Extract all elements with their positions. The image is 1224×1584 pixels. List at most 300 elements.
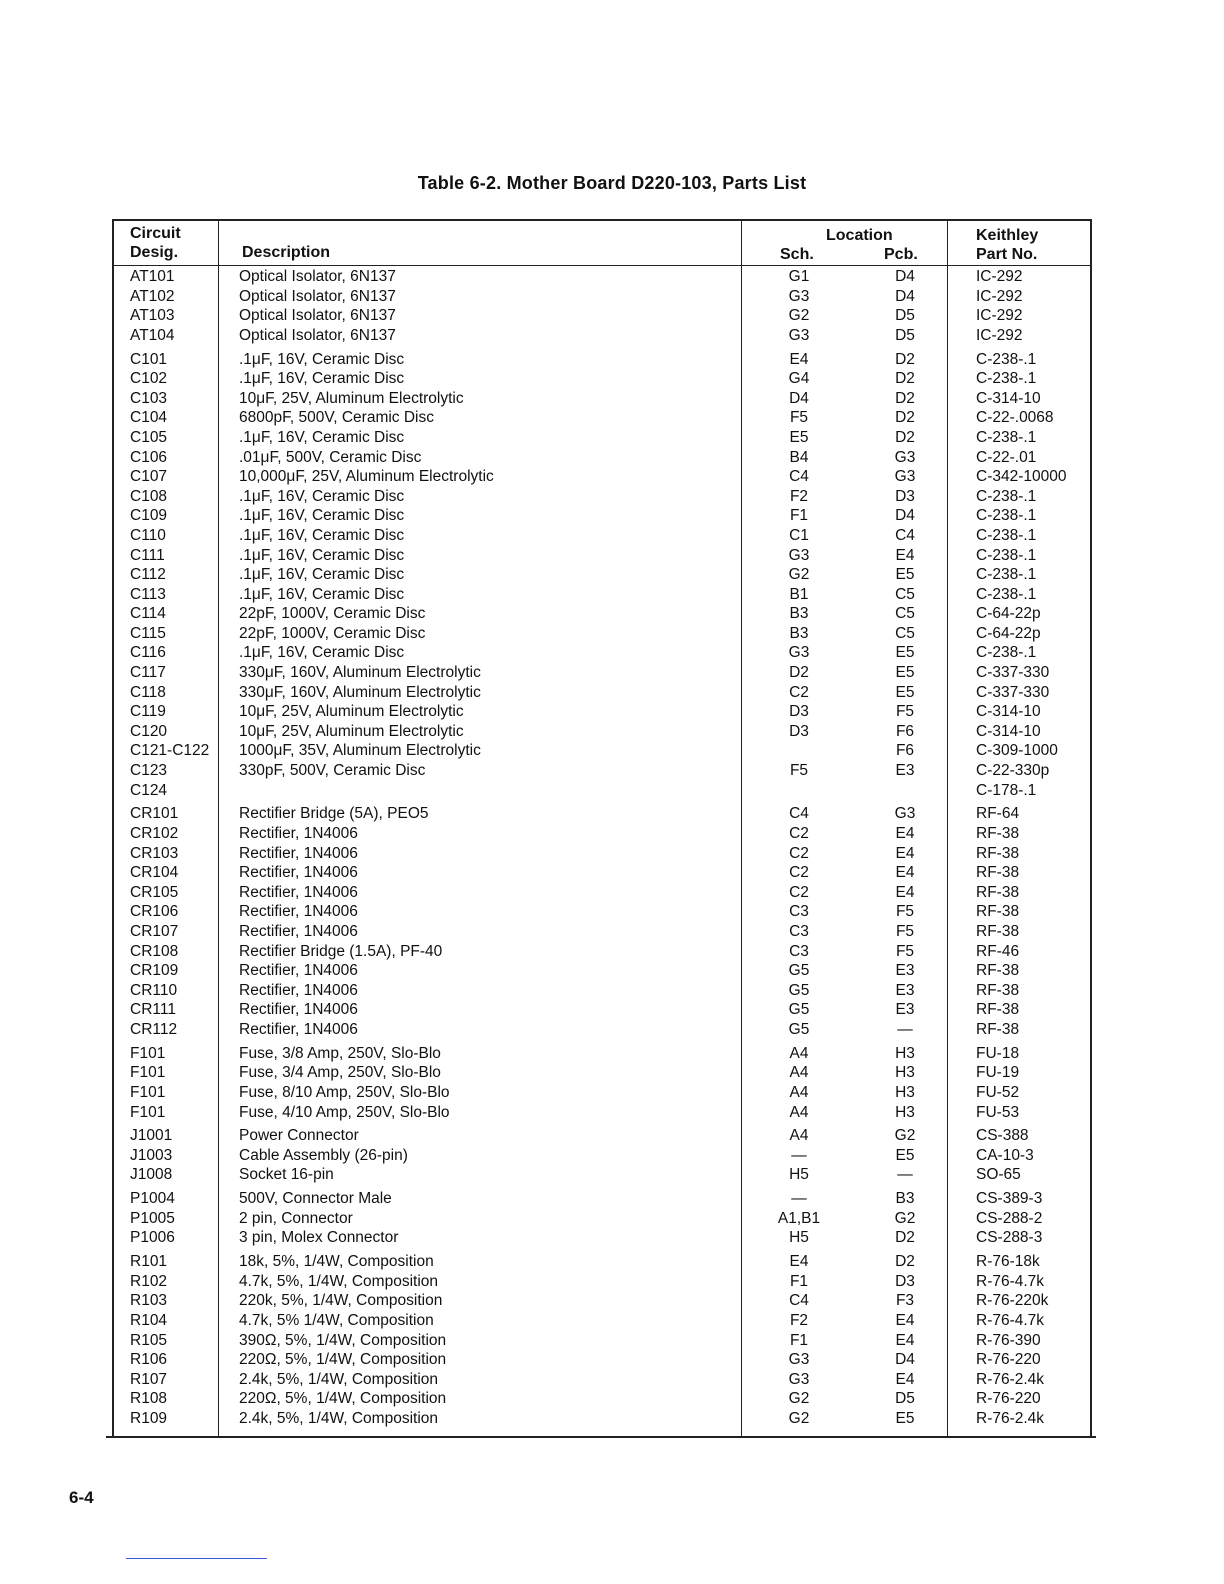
cell-sch-location: H5: [789, 1229, 809, 1247]
cell-sch-location: C4: [789, 468, 809, 486]
cell-sch-location: C2: [789, 825, 809, 842]
cell-sch-location: F1: [789, 507, 809, 525]
table-row: [114, 1409, 1090, 1429]
cell-sch-location: C2: [789, 683, 809, 701]
cell-designator: R103: [130, 1292, 168, 1310]
cell-part-number: R-76-4.7k: [976, 1272, 1045, 1290]
cell-pcb-location: D2: [895, 1229, 915, 1247]
cell-designator: J1001: [130, 1127, 173, 1145]
cell-designator: AT103: [130, 307, 175, 325]
cell-part-number: C-22-330p: [976, 762, 1050, 780]
cell-pcb-location: E4: [895, 1331, 915, 1349]
cell-pcb-location: G3: [894, 805, 916, 823]
cell-sch-location: G3: [788, 644, 810, 662]
cell-part-number: IC-292: [976, 326, 1023, 344]
cell-description: Cable Assembly (26-pin): [239, 1146, 408, 1164]
cell-sch-location: G5: [788, 1001, 810, 1019]
cell-part-number: CS-388: [976, 1127, 1029, 1145]
cell-pcb-location: —: [897, 1020, 913, 1038]
cell-description: 22pF, 1000V, Ceramic Disc: [239, 624, 426, 642]
cell-description: 10,000μF, 25V, Aluminum Electrolytic: [239, 468, 494, 486]
table-row: [114, 942, 1090, 962]
cell-part-number: RF-38: [976, 844, 1020, 862]
cell-part-number: C-314-10: [976, 722, 1041, 740]
cell-pcb-location: F5: [895, 703, 915, 721]
table-row: [114, 863, 1090, 883]
table-row: [114, 306, 1090, 326]
table-row: [114, 1083, 1090, 1103]
cell-sch-location: B3: [789, 605, 809, 623]
table-row: [114, 1291, 1090, 1311]
cell-designator: F101: [130, 1064, 166, 1082]
cell-pcb-location: E4: [895, 825, 915, 842]
cell-pcb-location: E5: [895, 683, 915, 701]
header-keithley: Keithley: [976, 227, 1039, 244]
cell-description: Rectifier, 1N4006: [239, 844, 358, 862]
cell-designator: AT104: [130, 326, 175, 344]
cell-pcb-location: C5: [895, 624, 915, 642]
cell-designator: C103: [130, 389, 168, 407]
table-row: [114, 585, 1090, 605]
cell-part-number: IC-292: [976, 268, 1023, 285]
cell-description: Optical Isolator, 6N137: [239, 287, 396, 305]
row-group: [114, 267, 1090, 345]
table-row: [114, 883, 1090, 903]
cell-pcb-location: F5: [895, 942, 915, 960]
cell-sch-location: G2: [788, 1409, 810, 1427]
cell-description: Optical Isolator, 6N137: [239, 268, 396, 285]
cell-designator: C114: [130, 605, 166, 623]
cell-part-number: IC-292: [976, 307, 1023, 325]
cell-part-number: CS-288-3: [976, 1229, 1043, 1247]
cell-sch-location: C2: [789, 844, 809, 862]
table-row: [114, 1272, 1090, 1292]
cell-designator: C120: [130, 722, 168, 740]
cell-part-number: RF-64: [976, 805, 1020, 823]
row-group: [114, 350, 1090, 801]
cell-description: 6800pF, 500V, Ceramic Disc: [239, 409, 434, 427]
cell-sch-location: F2: [789, 1312, 809, 1329]
cell-sch-location: D3: [789, 703, 809, 721]
table-row: [114, 604, 1090, 624]
table-row: [114, 467, 1090, 487]
cell-designator: C110: [130, 526, 166, 544]
cell-sch-location: A4: [789, 1083, 809, 1101]
cell-sch-location: A4: [789, 1064, 809, 1082]
table-row: [114, 1228, 1090, 1248]
cell-part-number: C-64-22p: [976, 624, 1041, 642]
cell-part-number: C-337-330: [976, 683, 1050, 701]
cell-pcb-location: F3: [895, 1292, 915, 1310]
cell-part-number: IC-292: [976, 287, 1023, 305]
cell-sch-location: C3: [789, 942, 809, 960]
table-title: Table 6-2. Mother Board D220-103, Parts List: [417, 173, 807, 193]
cell-designator: R102: [130, 1272, 168, 1290]
cell-part-number: R-76-2.4k: [976, 1370, 1045, 1388]
cell-description: 4.7k, 5%, 1/4W, Composition: [239, 1272, 439, 1290]
cell-designator: R109: [130, 1409, 168, 1427]
cell-designator: C111: [130, 546, 165, 564]
cell-designator: CR112: [130, 1020, 178, 1038]
table-row: [114, 369, 1090, 389]
table-row: [114, 683, 1090, 703]
table-row: [114, 741, 1090, 761]
cell-description: Power Connector: [239, 1127, 359, 1145]
footer-rule: [126, 1558, 267, 1559]
cell-part-number: RF-46: [976, 942, 1020, 960]
cell-pcb-location: D3: [895, 1272, 915, 1290]
cell-part-number: C-238-.1: [976, 585, 1037, 603]
cell-pcb-location: F6: [895, 722, 915, 740]
parts-table: [112, 219, 1092, 1437]
cell-description: .1μF, 16V, Ceramic Disc: [239, 507, 405, 525]
cell-part-number: RF-38: [976, 903, 1020, 921]
cell-part-number: R-76-220: [976, 1351, 1041, 1369]
table-row: [114, 1370, 1090, 1390]
cell-designator: CR105: [130, 883, 179, 901]
header-pcb: Pcb.: [884, 246, 918, 263]
header-description: Description: [242, 244, 331, 261]
cell-description: 220Ω, 5%, 1/4W, Composition: [239, 1351, 447, 1369]
cell-designator: C116: [130, 644, 166, 662]
cell-pcb-location: E5: [895, 1409, 915, 1427]
cell-sch-location: C1: [789, 526, 809, 544]
cell-pcb-location: D2: [895, 350, 915, 368]
cell-designator: CR107: [130, 922, 179, 940]
cell-part-number: C-238-.1: [976, 526, 1037, 544]
cell-designator: CR101: [130, 805, 179, 823]
cell-sch-location: F5: [789, 762, 809, 780]
header-divider: [114, 265, 1090, 266]
cell-designator: P1004: [130, 1190, 175, 1208]
cell-sch-location: G5: [788, 1020, 810, 1038]
table-row: [114, 1350, 1090, 1370]
table-row: [114, 287, 1090, 307]
cell-sch-location: F1: [789, 1331, 809, 1349]
row-group: [114, 1126, 1090, 1185]
cell-pcb-location: E4: [895, 1312, 915, 1329]
cell-pcb-location: G2: [894, 1127, 916, 1145]
table-row: [114, 1020, 1090, 1040]
table-row: [114, 546, 1090, 566]
cell-description: 2.4k, 5%, 1/4W, Composition: [239, 1409, 439, 1427]
cell-description: 500V, Connector Male: [239, 1190, 392, 1208]
cell-part-number: RF-38: [976, 1020, 1020, 1038]
table-row: [114, 922, 1090, 942]
table-row: [114, 824, 1090, 844]
cell-pcb-location: E5: [895, 566, 915, 584]
cell-designator: C123: [130, 762, 168, 780]
cell-part-number: CS-288-2: [976, 1209, 1043, 1227]
cell-sch-location: H5: [789, 1166, 809, 1184]
table-row: [114, 981, 1090, 1001]
cell-part-number: RF-38: [976, 883, 1020, 901]
cell-sch-location: G3: [788, 546, 810, 564]
cell-pcb-location: D5: [895, 1390, 915, 1408]
cell-part-number: R-76-4.7k: [976, 1312, 1045, 1329]
cell-description: 18k, 5%, 1/4W, Composition: [239, 1253, 434, 1271]
cell-part-number: RF-38: [976, 825, 1020, 842]
cell-pcb-location: —: [897, 1166, 913, 1184]
cell-sch-location: C4: [789, 1292, 809, 1310]
cell-part-number: R-76-220k: [976, 1292, 1049, 1310]
cell-part-number: FU-19: [976, 1064, 1020, 1082]
cell-description: 1000μF, 35V, Aluminum Electrolytic: [239, 742, 481, 760]
cell-part-number: RF-38: [976, 981, 1020, 999]
cell-description: 10μF, 25V, Aluminum Electrolytic: [239, 703, 464, 721]
table-row: [114, 487, 1090, 507]
cell-part-number: C-64-22p: [976, 605, 1041, 623]
cell-pcb-location: E5: [895, 644, 915, 662]
cell-pcb-location: E5: [895, 664, 915, 682]
cell-pcb-location: D3: [895, 487, 915, 505]
cell-part-number: C-314-10: [976, 389, 1041, 407]
cell-designator: C107: [130, 468, 168, 486]
table-row: [114, 1126, 1090, 1146]
table-row: [114, 506, 1090, 526]
cell-designator: C115: [130, 624, 166, 642]
table-row: [114, 1389, 1090, 1409]
cell-sch-location: —: [791, 1190, 807, 1208]
cell-part-number: RF-38: [976, 864, 1020, 882]
cell-designator: J1003: [130, 1146, 173, 1164]
table-row: [114, 1252, 1090, 1272]
cell-pcb-location: E3: [895, 962, 915, 980]
cell-designator: R101: [130, 1253, 168, 1271]
cell-description: Rectifier Bridge (5A), PEO5: [239, 805, 429, 823]
cell-description: Rectifier Bridge (1.5A), PF-40: [239, 942, 443, 960]
cell-pcb-location: G3: [894, 468, 916, 486]
cell-sch-location: E4: [789, 1253, 809, 1271]
cell-description: 330pF, 500V, Ceramic Disc: [239, 762, 426, 780]
table-row: [114, 722, 1090, 742]
row-group: [114, 1252, 1090, 1428]
cell-description: 330μF, 160V, Aluminum Electrolytic: [239, 664, 481, 682]
cell-designator: C112: [130, 566, 166, 584]
cell-pcb-location: H3: [895, 1083, 915, 1101]
table-row: [114, 1000, 1090, 1020]
cell-designator: C101: [130, 350, 168, 368]
cell-part-number: C-337-330: [976, 664, 1050, 682]
cell-part-number: C-178-.1: [976, 781, 1037, 799]
cell-pcb-location: E4: [895, 844, 915, 862]
cell-sch-location: G5: [788, 962, 810, 980]
cell-description: Fuse, 3/8 Amp, 250V, Slo-Blo: [239, 1044, 441, 1062]
cell-description: 2 pin, Connector: [239, 1209, 353, 1227]
cell-designator: C124: [130, 781, 168, 799]
cell-pcb-location: G2: [894, 1209, 916, 1227]
cell-pcb-location: F5: [895, 922, 915, 940]
cell-description: Fuse, 8/10 Amp, 250V, Slo-Blo: [239, 1083, 450, 1101]
cell-description: Optical Isolator, 6N137: [239, 326, 396, 344]
table-row: [114, 350, 1090, 370]
cell-description: 330μF, 160V, Aluminum Electrolytic: [239, 683, 481, 701]
cell-description: Rectifier, 1N4006: [239, 1001, 358, 1019]
table-row: [114, 624, 1090, 644]
cell-sch-location: G5: [788, 981, 810, 999]
cell-pcb-location: C5: [895, 605, 915, 623]
cell-description: 10μF, 25V, Aluminum Electrolytic: [239, 389, 464, 407]
cell-designator: R106: [130, 1351, 168, 1369]
cell-sch-location: D2: [789, 664, 809, 682]
cell-sch-location: B1: [789, 585, 809, 603]
table-row: [114, 1331, 1090, 1351]
cell-description: 3 pin, Molex Connector: [239, 1229, 399, 1247]
table-row: [114, 1189, 1090, 1209]
cell-description: 4.7k, 5% 1/4W, Composition: [239, 1312, 434, 1329]
header-keithley-part-no: [976, 226, 1038, 264]
cell-designator: C106: [130, 448, 168, 466]
cell-designator: CR109: [130, 962, 179, 980]
cell-pcb-location: E4: [895, 546, 915, 564]
cell-pcb-location: F6: [895, 742, 915, 760]
cell-description: 220Ω, 5%, 1/4W, Composition: [239, 1390, 447, 1408]
cell-part-number: C-238-.1: [976, 546, 1037, 564]
cell-description: Fuse, 3/4 Amp, 250V, Slo-Blo: [239, 1064, 441, 1082]
table-row: [114, 267, 1090, 287]
table-row: [114, 428, 1090, 448]
cell-sch-location: F1: [789, 1272, 809, 1290]
cell-part-number: C-309-1000: [976, 742, 1058, 760]
header-circuit: Circuit: [130, 225, 181, 242]
cell-pcb-location: F5: [895, 903, 915, 921]
cell-description: Rectifier, 1N4006: [239, 903, 358, 921]
cell-pcb-location: E3: [895, 981, 915, 999]
cell-description: Optical Isolator, 6N137: [239, 307, 396, 325]
cell-description: .1μF, 16V, Ceramic Disc: [239, 428, 405, 446]
cell-pcb-location: E4: [895, 864, 915, 882]
cell-designator: CR102: [130, 825, 179, 842]
cell-sch-location: B4: [789, 448, 809, 466]
cell-designator: R107: [130, 1370, 168, 1388]
cell-part-number: R-76-2.4k: [976, 1409, 1045, 1427]
cell-description: 220k, 5%, 1/4W, Composition: [239, 1292, 443, 1310]
table-row: [114, 961, 1090, 981]
cell-description: Rectifier, 1N4006: [239, 981, 358, 999]
cell-description: 22pF, 1000V, Ceramic Disc: [239, 605, 426, 623]
cell-designator: CR108: [130, 942, 179, 960]
cell-pcb-location: D5: [895, 326, 915, 344]
row-group: [114, 1044, 1090, 1122]
table-row: [114, 326, 1090, 346]
cell-sch-location: C3: [789, 922, 809, 940]
table-body: [114, 267, 1090, 1433]
cell-pcb-location: D5: [895, 307, 915, 325]
cell-sch-location: C2: [789, 864, 809, 882]
cell-designator: AT101: [130, 268, 175, 285]
cell-pcb-location: G3: [894, 448, 916, 466]
cell-sch-location: A4: [789, 1127, 809, 1145]
table-row: [114, 761, 1090, 781]
cell-sch-location: E5: [789, 428, 809, 446]
cell-description: 10μF, 25V, Aluminum Electrolytic: [239, 722, 464, 740]
table-row: [114, 643, 1090, 663]
cell-description: .1μF, 16V, Ceramic Disc: [239, 350, 405, 368]
table-row: [114, 1063, 1090, 1083]
cell-designator: C121-C122: [130, 742, 210, 760]
cell-sch-location: G3: [788, 287, 810, 305]
cell-sch-location: E4: [789, 350, 809, 368]
cell-part-number: RF-38: [976, 1001, 1020, 1019]
header-desig: Desig.: [130, 244, 179, 261]
cell-sch-location: C4: [789, 805, 809, 823]
cell-part-number: RF-38: [976, 962, 1020, 980]
cell-sch-location: D4: [789, 389, 809, 407]
cell-part-number: FU-52: [976, 1083, 1020, 1101]
cell-description: .1μF, 16V, Ceramic Disc: [239, 585, 405, 603]
header-location: Location: [826, 227, 893, 244]
cell-sch-location: G1: [788, 268, 810, 285]
cell-sch-location: F2: [789, 487, 809, 505]
table-row: [114, 1103, 1090, 1123]
cell-part-number: C-238-.1: [976, 350, 1037, 368]
cell-description: Rectifier, 1N4006: [239, 962, 358, 980]
cell-pcb-location: D2: [895, 428, 915, 446]
cell-pcb-location: D2: [895, 370, 915, 388]
cell-designator: CR111: [130, 1001, 176, 1019]
cell-part-number: C-238-.1: [976, 507, 1037, 525]
table-row: [114, 448, 1090, 468]
table-row: [114, 526, 1090, 546]
cell-part-number: R-76-220: [976, 1390, 1041, 1408]
cell-designator: C105: [130, 428, 168, 446]
table-row: [114, 1146, 1090, 1166]
cell-description: Rectifier, 1N4006: [239, 1020, 358, 1038]
cell-pcb-location: E4: [895, 1370, 915, 1388]
table-row: [114, 702, 1090, 722]
cell-pcb-location: B3: [895, 1190, 915, 1208]
cell-pcb-location: H3: [895, 1044, 915, 1062]
cell-pcb-location: D2: [895, 1253, 915, 1271]
table-row: [114, 663, 1090, 683]
cell-part-number: C-238-.1: [976, 370, 1037, 388]
cell-part-number: R-76-390: [976, 1331, 1041, 1349]
cell-pcb-location: E5: [895, 1146, 915, 1164]
cell-pcb-location: D4: [895, 287, 915, 305]
cell-sch-location: A4: [789, 1103, 809, 1121]
cell-sch-location: A1,B1: [777, 1209, 821, 1227]
cell-sch-location: G3: [788, 1370, 810, 1388]
cell-sch-location: D3: [789, 722, 809, 740]
cell-sch-location: G3: [788, 326, 810, 344]
cell-part-number: FU-18: [976, 1044, 1020, 1062]
cell-designator: C118: [130, 683, 166, 701]
cell-pcb-location: H3: [895, 1103, 915, 1121]
table-row: [114, 781, 1090, 801]
cell-designator: R105: [130, 1331, 168, 1349]
table-row: [114, 1209, 1090, 1229]
table-row: [114, 389, 1090, 409]
cell-part-number: CA-10-3: [976, 1146, 1034, 1164]
cell-pcb-location: C5: [895, 585, 915, 603]
cell-description: Rectifier, 1N4006: [239, 825, 358, 842]
cell-description: .1μF, 16V, Ceramic Disc: [239, 566, 405, 584]
header-sch: Sch.: [780, 246, 814, 263]
cell-part-number: C-238-.1: [976, 487, 1037, 505]
cell-description: Rectifier, 1N4006: [239, 922, 358, 940]
cell-description: Rectifier, 1N4006: [239, 883, 358, 901]
cell-description: .1μF, 16V, Ceramic Disc: [239, 644, 405, 662]
cell-part-number: R-76-18k: [976, 1253, 1040, 1271]
page-number: 6-4: [69, 1488, 94, 1507]
cell-designator: J1008: [130, 1166, 173, 1184]
cell-designator: F101: [130, 1083, 166, 1101]
cell-pcb-location: H3: [895, 1064, 915, 1082]
cell-sch-location: C3: [789, 903, 809, 921]
cell-designator: CR103: [130, 844, 179, 862]
cell-designator: AT102: [130, 287, 175, 305]
cell-pcb-location: D4: [895, 507, 915, 525]
